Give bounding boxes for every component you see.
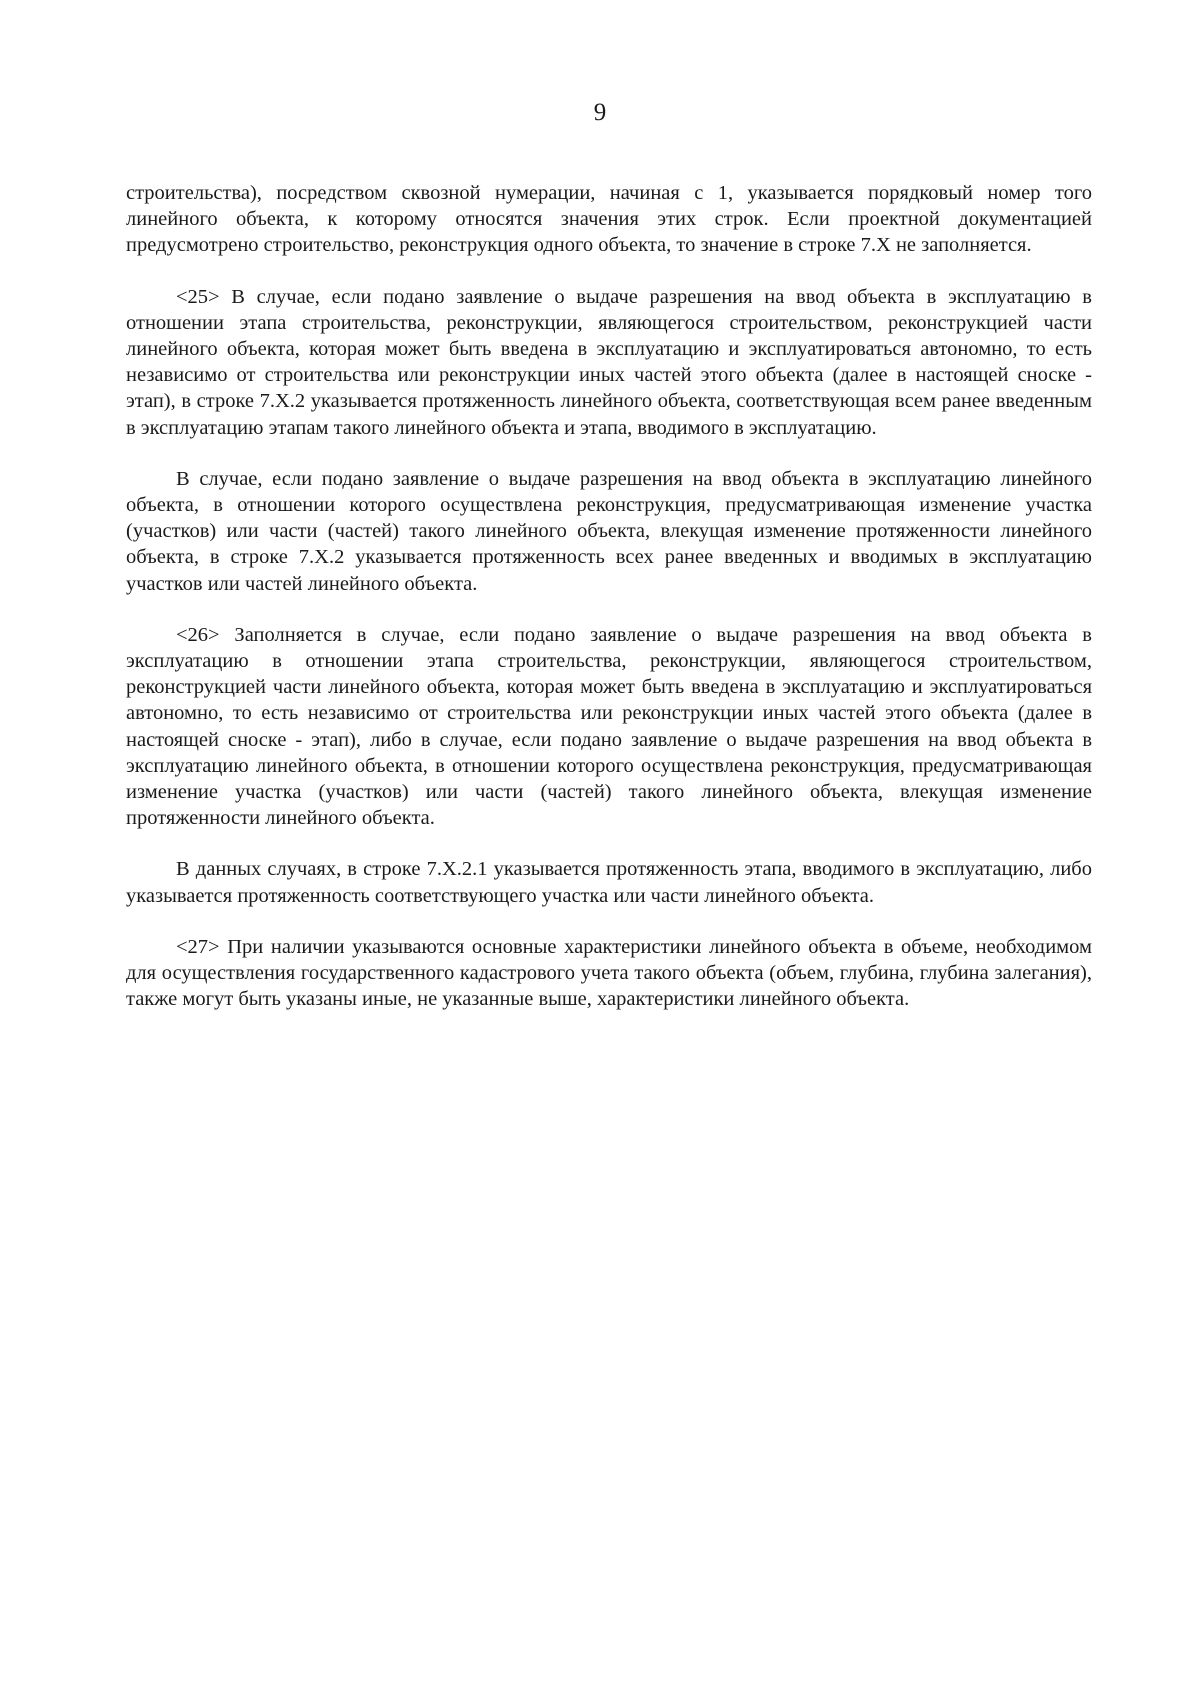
footnote-25: <25> В случае, если подано заявление о выдаче разрешения на ввод объекта в эксплуатацию в отношении этапа строительства, реконструкции, являющегося строительством, реконструкцией части линейного объекта, которая может быть введена в эксплуатацию и эксплуатироваться автономно, то есть независимо от строительства или реконструкции иных частей этого объекта (далее в настоящей сноске - этап), в строке 7.X.2 указывается протяженность линейного объекта, соответствующая всем ранее введенным в эксплуатацию этапам такого линейного объекта и этапа, вводимого в эксплуатацию. [126,285,1092,439]
footnote-26: <26> Заполняется в случае, если подано заявление о выдаче разрешения на ввод объекта в эксплуатацию в отношении этапа строительства, реконструкции, являющегося строительством, реконструкцией части линейного объекта, которая может быть введена в эксплуатацию и эксплуатироваться автономно, то есть независимо от строительства или реконструкции иных частей этого объекта (далее в настоящей сноске - этап), либо в случае, если подано заявление о выдаче разрешения на ввод объекта в эксплуатацию линейного объекта, в отношении которого осуществлена реконструкция, предусматривающая изменение участка (участков) или части (частей) такого линейного объекта, влекущая изменение протяженности линейного объекта. [126,623,1092,830]
footnote-25-continuation: В случае, если подано заявление о выдаче разрешения на ввод объекта в эксплуатацию линейного объекта, в отношении которого осуществлена реконструкция, предусматривающая изменение участка (участков) или части (частей) такого линейного объекта, влекущая изменение протяженности линейного объекта, в строке 7.X.2 указывается протяженность всех ранее введенных и вводимых в эксплуатацию участков или частей линейного объекта. [126,467,1092,595]
footnote-26-continuation: В данных случаях, в строке 7.X.2.1 указывается протяженность этапа, вводимого в эксплуатацию, либо указывается протяженность соответствующего участка или части линейного объекта. [126,858,1092,907]
document-body [126,180,1092,1012]
footnote-27: <27> При наличии указываются основные характеристики линейного объекта в объеме, необходимом для осуществления государственного кадастрового учета такого объекта (объем, глубина, глубина залегания), также могут быть указаны иные, не указанные выше, характеристики линейного объекта. [126,935,1092,1011]
paragraph-continuation: строительства), посредством сквозной нумерации, начиная с 1, указывается порядковый номер того линейного объекта, к которому относятся значения этих строк. Если проектной документацией предусмотрено строительство, реконструкция одного объекта, то значение в строке 7.X не заполняется. [126,182,1092,257]
page-number: 9 [593,99,607,126]
